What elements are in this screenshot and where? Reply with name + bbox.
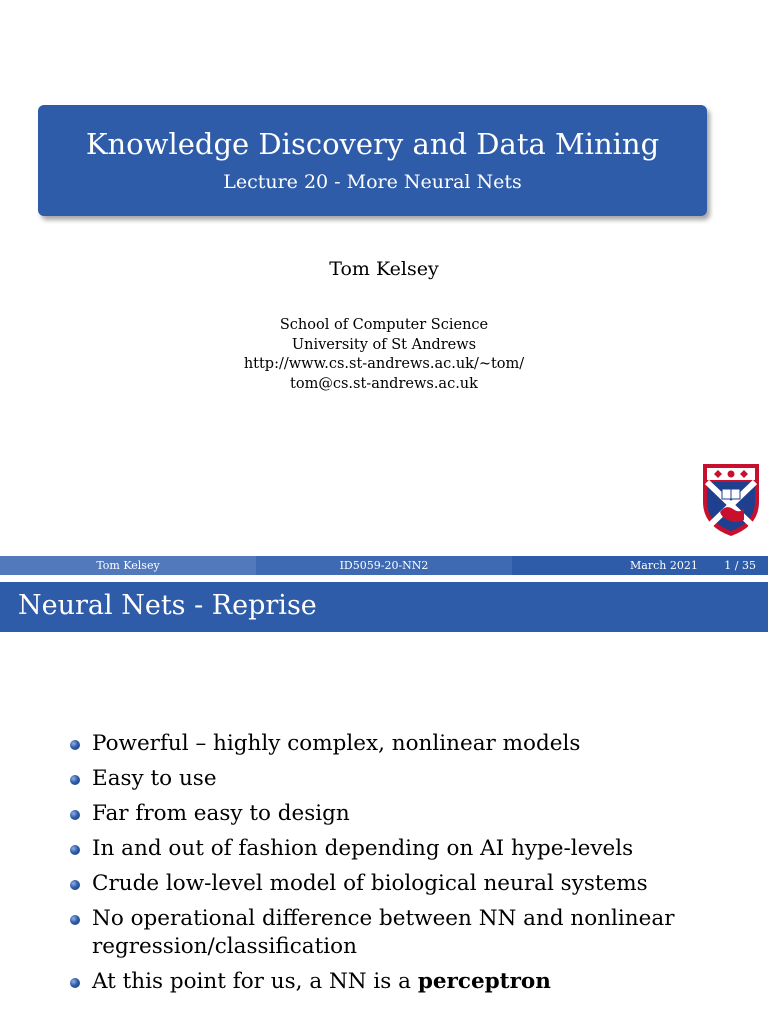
university-crest-icon [700, 462, 762, 538]
footer-date: March 2021 [630, 559, 698, 572]
affiliation-university: University of St Andrews [291, 336, 477, 353]
list-item: Far from easy to design [70, 800, 750, 828]
affiliation-school: School of Computer Science [279, 317, 489, 333]
bullet-icon [70, 810, 80, 820]
footer-short-title: ID5059-20-NN2 [256, 556, 512, 575]
bullet-icon [70, 775, 80, 785]
affiliation-url: http://www.cs.st-andrews.ac.uk/~tom/ [243, 356, 525, 372]
affiliation-email: tom@cs.st-andrews.ac.uk [290, 375, 478, 392]
footer-author: Tom Kelsey [0, 556, 256, 575]
list-item: In and out of fashion depending on AI hype-levels [70, 835, 750, 863]
bullet-list [70, 730, 750, 1003]
presentation-subtitle: Lecture 20 - More Neural Nets [223, 171, 522, 193]
list-item: At this point for us, a NN is a perceptron [70, 968, 750, 996]
bullet-icon [70, 915, 80, 925]
list-item: Powerful – highly complex, nonlinear models [70, 730, 750, 758]
presentation-title: Knowledge Discovery and Data Mining [85, 127, 660, 161]
perceptron-term: perceptron [417, 969, 551, 994]
footer-date-page [512, 556, 768, 575]
slide-footer [0, 556, 768, 575]
slide-heading-bar [0, 582, 768, 632]
bullet-icon [70, 740, 80, 750]
affiliation [0, 316, 768, 394]
list-item: Easy to use [70, 765, 750, 793]
list-item: Crude low-level model of biological neural systems [70, 870, 750, 898]
bullet-icon [70, 845, 80, 855]
bullet-icon [70, 880, 80, 890]
slide-heading: Neural Nets - Reprise [18, 590, 317, 621]
bullet-icon [70, 978, 80, 988]
footer-page-number: 1 / 35 [724, 559, 756, 572]
author-name: Tom Kelsey [329, 258, 439, 280]
list-item: No operational difference between NN and nonlinear regression/classification [70, 905, 750, 961]
title-block [38, 105, 707, 216]
